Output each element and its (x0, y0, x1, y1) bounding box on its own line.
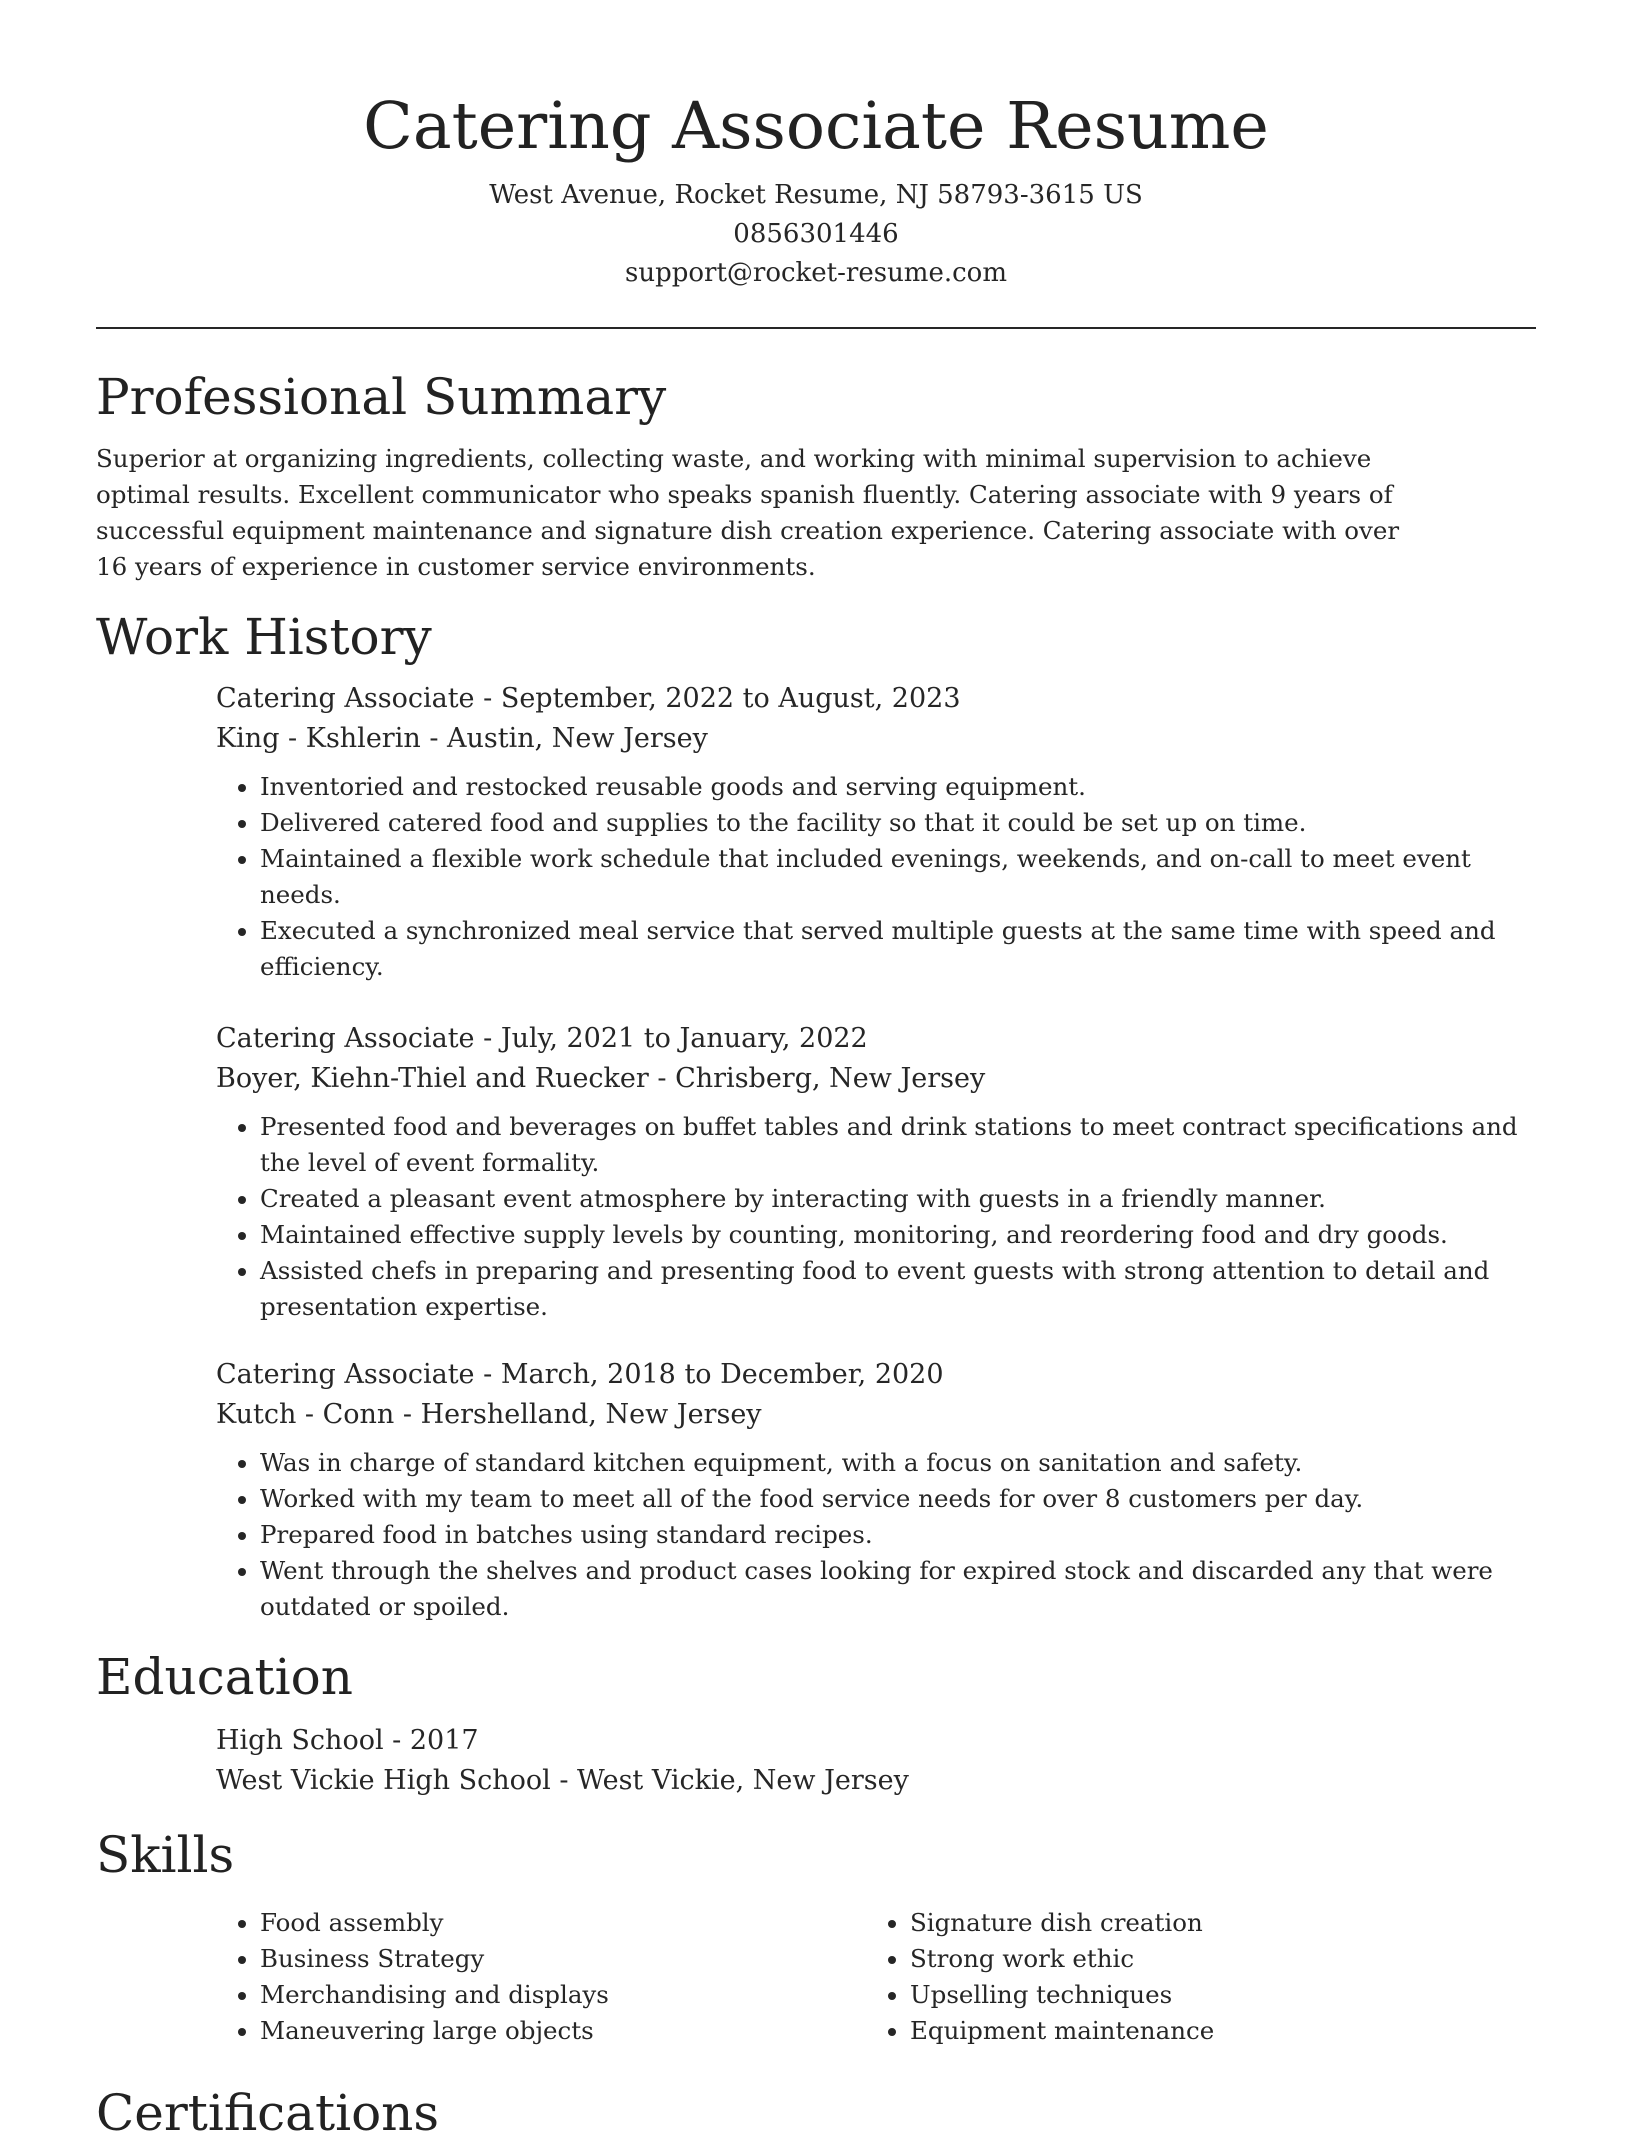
education-location: - West Vickie, New Jersey (550, 1765, 909, 1796)
job-bullet: • Executed a synchronized meal service that served multiple guests at the same time with speed and efficiency. (260, 913, 1536, 985)
job-bullet: • Went through the shelves and product cases looking for expired stock and discarded any that were outdated or spoiled. (260, 1553, 1536, 1625)
job-title: Catering Associate (216, 1359, 475, 1390)
skills-heading: Skills (96, 1826, 235, 1884)
education-school-line (216, 1761, 1536, 1801)
job-entry (216, 1019, 1536, 1325)
job-dates: - March, 2018 to December, 2020 (474, 1359, 944, 1390)
job-bullet: • Maintained effective supply levels by counting, monitoring, and reordering food and dry goods. (260, 1217, 1536, 1253)
job-bullet: • Worked with my team to meet all of the food service needs for over 8 customers per day. (260, 1481, 1536, 1517)
resume-title: Catering Associate Resume (363, 89, 1269, 164)
job-bullet: • Inventoried and restocked reusable goods and serving equipment. (260, 769, 1536, 805)
job-bullets (216, 769, 1536, 985)
header-divider (96, 327, 1536, 329)
job-dates: - July, 2021 to January, 2022 (474, 1023, 868, 1054)
job-title-line (216, 1019, 1536, 1059)
certifications-heading: Certifications (96, 2084, 440, 2142)
job-title-line (216, 1355, 1536, 1395)
job-bullet: • Created a pleasant event atmosphere by interacting with guests in a friendly manner. (260, 1181, 1536, 1217)
summary-heading: Professional Summary (96, 368, 667, 426)
skills-column-right (866, 1905, 1516, 2049)
job-location: - Hershelland, New Jersey (394, 1399, 762, 1430)
job-bullet: • Was in charge of standard kitchen equipment, with a focus on sanitation and safety. (260, 1445, 1536, 1481)
job-company-line (216, 719, 1536, 759)
skill-item: • Equipment maintenance (910, 2013, 1516, 2049)
skill-item: • Merchandising and displays (260, 1977, 866, 2013)
education-degree: High School (216, 1725, 384, 1756)
job-bullet: • Prepared food in batches using standard recipes. (260, 1517, 1536, 1553)
job-entry (216, 1355, 1536, 1625)
summary-text: Superior at organizing ingredients, collecting waste, and working with minimal supervision to achieve optimal results. Excellent communicator who speaks spanish fluently. Catering associate with 9 years of successful equipment maintenance and signature dish creation experience. Catering associate with over 16 years of experience in customer service environments. (96, 444, 1400, 581)
job-location: - Austin, New Jersey (420, 723, 708, 754)
work-history-list (216, 679, 1536, 1625)
job-bullets (216, 1109, 1536, 1325)
job-bullets (216, 1445, 1536, 1625)
job-title: Catering Associate (216, 1023, 475, 1054)
work-history-heading: Work History (96, 608, 432, 666)
job-bullet: • Maintained a flexible work schedule that included evenings, weekends, and on-call to meet event needs. (260, 841, 1536, 913)
education-year: - 2017 (383, 1725, 479, 1756)
job-company: Boyer, Kiehn-Thiel and Ruecker (216, 1063, 649, 1094)
job-company: Kutch - Conn (216, 1399, 395, 1430)
education-degree-line (216, 1721, 1536, 1761)
skill-item: • Strong work ethic (910, 1941, 1516, 1977)
job-bullet: • Presented food and beverages on buffet tables and drink stations to meet contract specifications and the level of event formality. (260, 1109, 1536, 1181)
job-dates: - September, 2022 to August, 2023 (474, 683, 961, 714)
job-title-line (216, 679, 1536, 719)
job-company-line (216, 1059, 1536, 1099)
contact-block (96, 176, 1536, 293)
job-company-line (216, 1395, 1536, 1435)
skills-grid (216, 1897, 1536, 2049)
education-school: West Vickie High School (216, 1765, 551, 1796)
contact-phone: 0856301446 (733, 219, 899, 249)
skill-item: • Food assembly (260, 1905, 866, 1941)
job-bullet: • Delivered catered food and supplies to the facility so that it could be set up on time. (260, 805, 1536, 841)
skill-item: • Upselling techniques (910, 1977, 1516, 2013)
contact-email: support@rocket-resume.com (624, 258, 1007, 288)
job-bullet: • Assisted chefs in preparing and presenting food to event guests with strong attention to detail and presentation expertise. (260, 1253, 1536, 1325)
job-location: - Chrisberg, New Jersey (648, 1063, 986, 1094)
skill-item: • Maneuvering large objects (260, 2013, 866, 2049)
skill-item: • Signature dish creation (910, 1905, 1516, 1941)
skill-item: • Business Strategy (260, 1941, 866, 1977)
job-entry (216, 679, 1536, 985)
education-heading: Education (96, 1648, 353, 1706)
contact-address: West Avenue, Rocket Resume, NJ 58793-3615 US (489, 180, 1143, 210)
education-entry (216, 1721, 1536, 1801)
skills-column-left (216, 1905, 866, 2049)
resume-page (96, 0, 1536, 2143)
job-company: King - Kshlerin (216, 723, 421, 754)
job-title: Catering Associate (216, 683, 475, 714)
